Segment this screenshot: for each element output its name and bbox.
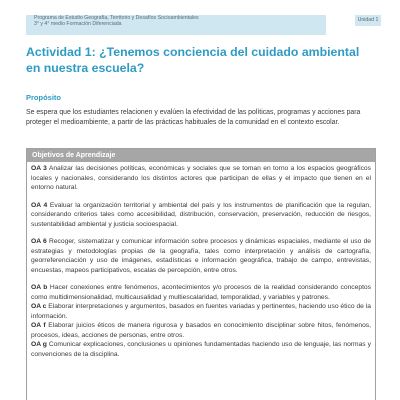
objective-item	[31, 164, 371, 193]
objective-code: OA 4	[31, 201, 48, 209]
objective-code: OA c	[31, 303, 47, 310]
objectives-table	[26, 148, 376, 400]
purpose-text: Se espera que los estudiantes relacionen y evalúen la efectividad de las políticas, programas y acciones para proteger el medioambiente, a partir de las prácticas habituales de la comunidad en el contexto escolar.	[26, 109, 361, 126]
objective-text: Recoger, sistematizar y comunicar información sobre procesos y dinámicas espaciales, mediante el uso de estrategias y metodologías propias de la geografía, tales como interpretación y análisis de cartografía, georreferenciación y uso de imágenes, estadísticas e información geográfica, trabajo de campo, entrevistas, encuestas, mapeos participativos, escalas de percepción, entre otros.	[31, 238, 372, 274]
objective-text: Elaborar juicios éticos de manera rigurosa y basados en conocimiento disciplinar sobre hitos, fenómenos, procesos, ideas, acciones de personas, entre otros.	[31, 322, 372, 339]
objective-code: OA b	[31, 284, 48, 291]
objective-item	[31, 321, 371, 340]
program-level: 3° y 4° medio Formación Diferenciada	[34, 21, 122, 28]
objective-text: Hacer conexiones entre fenómenos, acontecimientos y/o procesos de la realidad considerando conceptos como multidimensionalidad, multicausalidad y multiescalaridad, temporalidad, y variables y patrones.	[31, 284, 371, 301]
objectives-body	[27, 162, 375, 359]
activity-title: Actividad 1: ¿Tenemos conciencia del cuidado ambiental en nuestra escuela?	[26, 45, 360, 75]
objective-item	[31, 283, 371, 302]
page-header	[0, 0, 400, 40]
objective-item	[31, 340, 371, 359]
objective-item	[31, 201, 371, 230]
objective-text: Comunicar explicaciones, conclusiones u opiniones fundamentadas haciendo uso de lenguaje, las normas y convenciones de la disciplina.	[31, 341, 371, 358]
objective-text: Elaborar interpretaciones y argumentos, basados en fuentes variadas y pertinentes, haciendo uso ético de la información.	[31, 303, 371, 320]
unit-badge: Unidad 1	[355, 15, 381, 26]
objective-code: OA 3	[31, 165, 47, 172]
objective-item	[31, 302, 371, 321]
objective-item	[31, 237, 371, 275]
objective-code: OA g	[31, 341, 47, 348]
objective-code: OA 6	[31, 238, 47, 245]
program-header-text	[34, 15, 199, 27]
program-name: Programa de Estudio Geografía, Territorio y Desafíos Socioambientales	[34, 15, 199, 21]
purpose-heading: Propósito	[26, 93, 61, 102]
objectives-heading: Objetivos de Aprendizaje	[27, 149, 375, 162]
objective-code: OA f	[31, 322, 46, 329]
objective-text: Evaluar la organización territorial y ambiental del país y los instrumentos de planificación que la regulan, considerando criterios tales como accesibilidad, distribución, conservación, preservación, reducción de riesgos, sustentabilidad ambiental y justicia socioespacial.	[31, 201, 371, 228]
objective-text: Analizar las decisiones políticas, económicas y sociales que se toman en torno a los espacios geográficos locales y nacionales, considerando los distintos actores que participan de ellas y el impacto que tienen en el entorno natural.	[31, 165, 371, 191]
